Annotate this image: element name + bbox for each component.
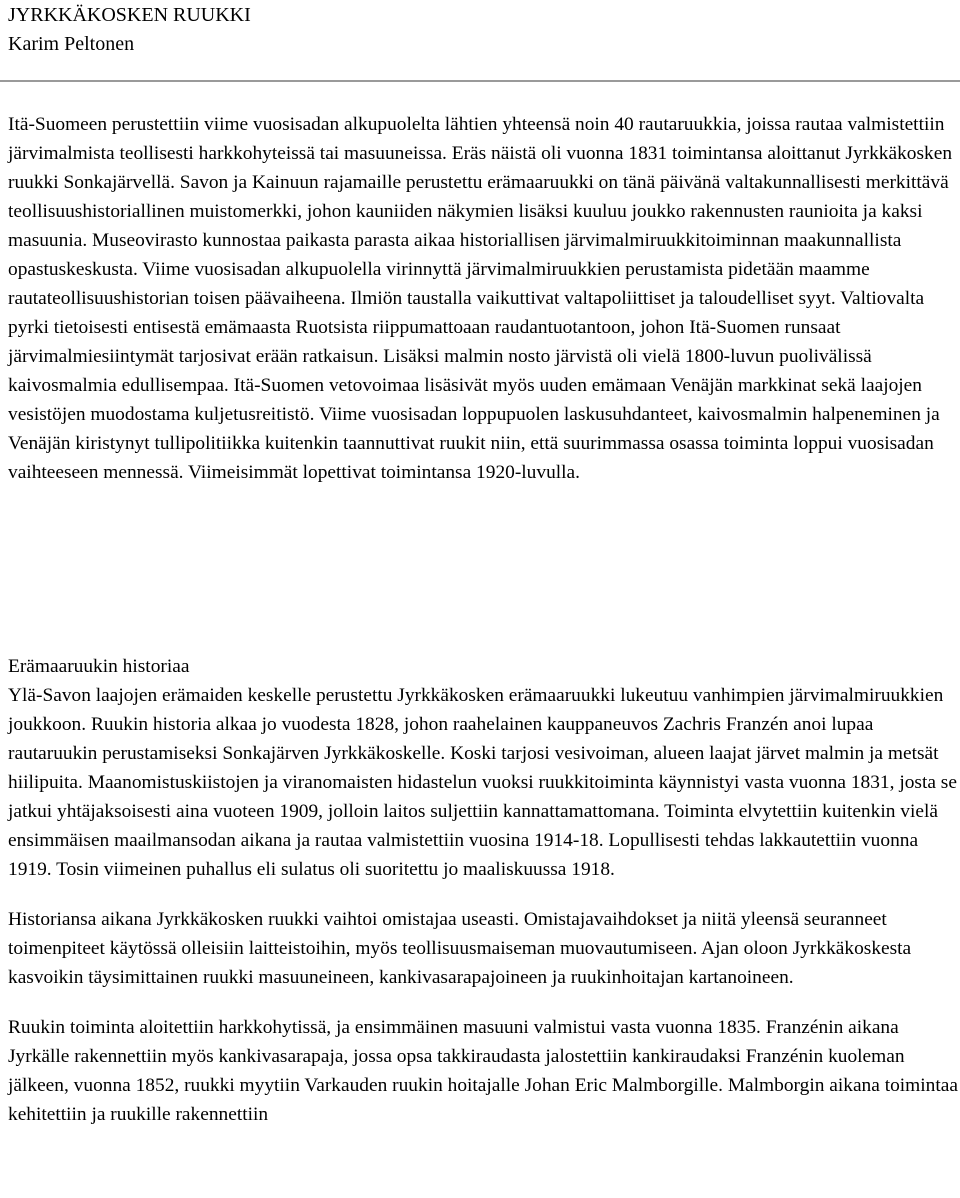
- history-paragraph-3: Ruukin toiminta aloitettiin harkkohytissä, ja ensimmäinen masuuni valmistui vasta vuonna 1835. Franzénin aikana Jyrkälle rakennettiin myös kankivasarapaja, jossa opsa takkiraudasta jalostettiin kankiraudaksi Franzénin kuoleman jälkeen, vuonna 1852, ruukki myytiin Varkauden ruukin hoitajalle Johan Eric Malmborgille. Malmborgin aikana toimintaa kehitettiin ja ruukille rakennettiin: [8, 1017, 958, 1125]
- intro-paragraph: Itä-Suomeen perustettiin viime vuosisadan alkupuolelta lähtien yhteensä noin 40 rautaruukkia, joissa rautaa valmistettiin järvimalmista teollisesti harkkohyteissä tai masuuneissa. Eräs näistä oli vuonna 1831 toimintansa aloittanut Jyrkkäkosken ruukki Sonkajärvellä. Savon ja Kainuun rajamaille perustettu erämaaruukki on tänä päivänä valtakunnallisesti merkittävä teollisuushistoriallinen muistomerkki, johon kauniiden näkymien lisäksi kuuluu joukko rakennusten raunioita ja kaksi masuunia. Museovirasto kunnostaa paikasta parasta aikaa historiallisen järvimalmiruukkitoiminnan maakunnallista opastuskeskusta. Viime vuosisadan alkupuolella virinnyttä järvimalmiruukkien perustamista pidetään maamme rautateollisuushistorian toisen päävaiheena. Ilmiön taustalla vaikuttivat valtapoliittiset ja taloudelliset syyt. Valtiovalta pyrki tietoisesti entisestä emämaasta Ruotsista riippumattoaan raudantuotantoon, johon Itä-Suomen runsaat järvimalmiesiintymät tarjosivat erään ratkaisun. Lisäksi malmin nosto järvistä oli vielä 1800-luvun puolivälissä kaivosmalmia edullisempaa. Itä-Suomen vetovoimaa lisäsivät myös uuden emämaan Venäjän markkinat sekä laajojen vesistöjen muodostama kuljetusreitistö. Viime vuosisadan loppupuolen laskusuhdanteet, kaivosmalmin halpeneminen ja Venäjän kiristynyt tullipolitiikka kuitenkin taannuttivat ruukit niin, että suurimmassa osassa toiminta loppui vuosisadan vaihteeseen mennessä. Viimeisimmät lopettivat toimintansa 1920-luvulla.: [8, 114, 953, 483]
- document-header: [8, 0, 956, 58]
- document-title: JYRKKÄKOSKEN RUUKKI: [8, 4, 251, 26]
- paragraph-spacer: [8, 884, 958, 905]
- section-heading: Erämaaruukin historiaa: [8, 656, 190, 677]
- history-paragraph-2: Historiansa aikana Jyrkkäkosken ruukki vaihtoi omistajaa useasti. Omistajavaihdokset ja niitä yleensä seuranneet toimenpiteet käytössä olleisiin laitteistoihin, myös teollisuusmaiseman muovautumiseen. Ajan oloon Jyrkkäkoskesta kasvoikin täysimittainen ruukki masuuneineen, kankivasarapajoineen ja ruukinhoitajan kartanoineen.: [8, 909, 912, 988]
- history-section: [8, 652, 958, 1129]
- history-paragraph-1: Ylä-Savon laajojen erämaiden keskelle perustettu Jyrkkäkosken erämaaruukki lukeutuu vanhimpien järvimalmiruukkien joukkoon. Ruukin historia alkaa jo vuodesta 1828, johon raahelainen kauppaneuvos Zachris Franzén anoi lupaa rautaruukin perustamiseksi Sonkajärven Jyrkkäkoskelle. Koski tarjosi vesivoiman, alueen laajat järvet malmin ja metsät hiilipuita. Maanomistuskiistojen ja viranomaisten hidastelun vuoksi ruukkitoiminta käynnistyi vasta vuonna 1831, josta se jatkui yhtäjaksoisesti aina vuoteen 1909, jolloin laitos suljettiin kannattamattomana. Toiminta elvytettiin kuitenkin vielä ensimmäisen maailmansodan aikana ja rautaa valmistettiin vuosina 1914-18. Lopullisesti tehdas lakkautettiin vuonna 1919. Tosin viimeinen puhallus eli sulatus oli suoritettu jo maaliskuussa 1918.: [8, 685, 957, 880]
- document-author: Karim Peltonen: [8, 33, 135, 55]
- paragraph-spacer: [8, 992, 958, 1013]
- intro-section: [8, 110, 958, 487]
- header-divider: [0, 80, 960, 82]
